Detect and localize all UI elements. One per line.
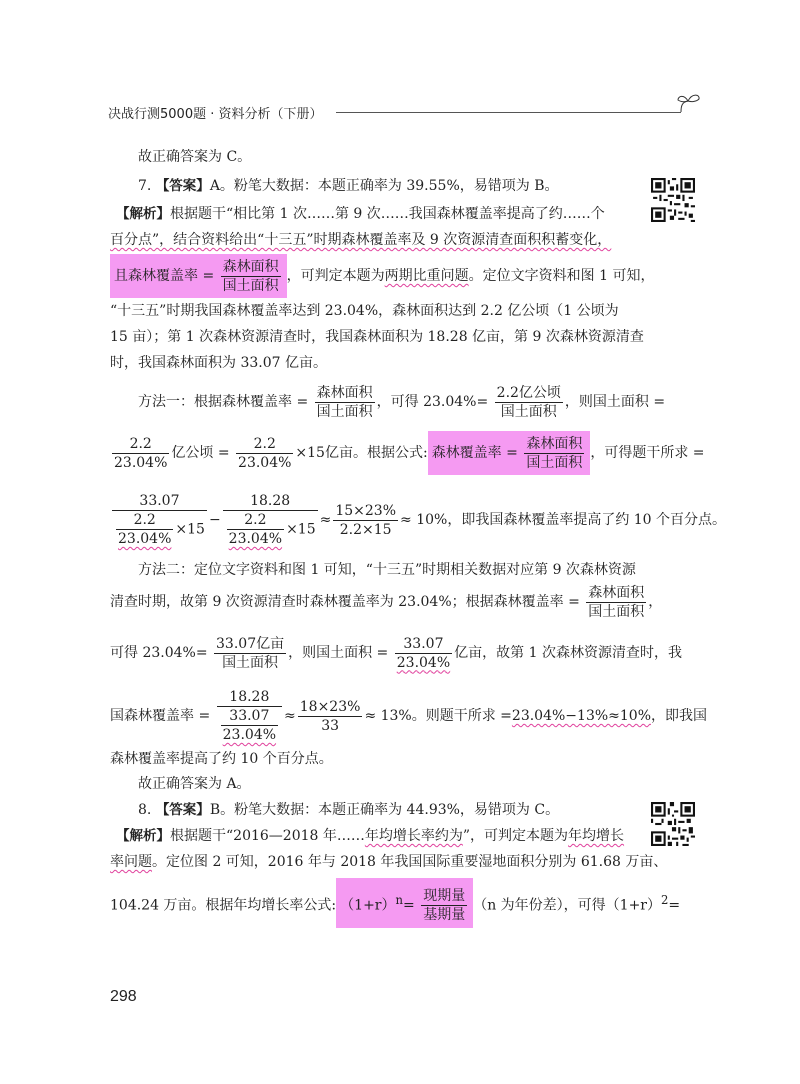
fraction [116,511,173,548]
answer-tag: 【答案】 [155,178,210,194]
numerator: 2.2 [112,435,169,454]
fraction [112,435,169,472]
method2-line [110,633,682,673]
text: ×15亿亩。根据公式: [295,445,428,461]
text: 清查时期，故第 9 次资源清查时森林覆盖率为 23.04%；根据森林覆盖率 = [110,594,585,610]
text: ”，可判定本题为 [462,828,569,844]
text: = [403,897,420,914]
text: ，则国土面积 = [564,394,666,410]
explanation-tag: 【解析】 [116,206,170,222]
formula-label: 且森林覆盖率 = [114,268,219,284]
fraction [586,584,646,621]
method1-calc-line [110,492,726,548]
text: ，可得题干所求 = [590,445,705,461]
text-line: 故正确答案为 A。 [138,776,251,792]
denominator: 2.2×15 [339,521,392,538]
denominator: 23.04% [228,531,283,547]
exponent: n [395,893,404,907]
numerator: 33.07亿亩 [216,635,285,652]
highlight-formula [336,878,473,928]
fraction [298,698,363,735]
numerator: 18×23% [299,698,361,715]
text: − [208,512,221,528]
denominator: 基期量 [423,907,466,924]
fraction [524,435,584,472]
numerator: 2.2亿公顷 [496,384,561,401]
text: ，即我国 [651,708,707,724]
denominator: 国土面积 [526,454,583,471]
text: 根据题干“2016—2018 年…… [170,828,365,844]
numerator: 33.07 [395,635,452,654]
qr-code-icon[interactable] [651,802,695,846]
explanation-tag: 【解析】 [116,828,170,844]
denominator: 国土面积 [588,603,645,620]
text: ，可判定本题为 [286,268,385,284]
text-line [110,852,667,872]
text-line: “十三五”时期我国森林覆盖率达到 23.04%，森林面积达到 2.2 亿公顷（1 公顷为 [110,303,619,319]
numerator: 33.07 [112,492,207,511]
problem-type: 两期比重问题 [384,268,469,284]
denominator: 国土面积 [222,654,279,671]
explanation-text: 根据题干“相比第 1 次……第 9 次……我国森林覆盖率提高了约……个 [170,206,605,222]
denominator [223,511,318,548]
text: ×15 [286,521,316,538]
qr-code-icon[interactable] [651,178,695,222]
answer-text: B。粉笔大数据：本题正确率为 44.93%，易错项为 C。 [209,802,560,818]
method1-line [138,382,665,422]
method1-line [110,431,705,475]
q8-explanation-line [116,826,624,846]
question-number: 8. [138,802,156,818]
denominator [112,511,207,548]
method2-calc-line [110,688,707,744]
compound-fraction [223,492,318,548]
text: 亿亩，故第 1 次森林资源清查时，我 [454,645,682,661]
problem-type: 率问题 [110,854,152,870]
text-line: 森林覆盖率提高了约 10 个百分点。 [110,751,333,767]
fraction [214,635,286,672]
numerator: 森林面积 [222,258,279,275]
text-line [110,230,611,250]
denominator: 23.04% [222,727,277,743]
text: ×15 [175,521,205,538]
text: （n 为年份差），可得（1+r） [473,897,661,914]
compound-fraction [112,492,207,548]
text: （1+r） [340,897,396,914]
numerator: 18.28 [217,688,282,707]
text: = [668,897,681,914]
text: 可得 23.04%= [110,645,213,661]
formula-label: 森林覆盖率 = [431,445,523,461]
text: 国森林覆盖率 = [110,708,215,724]
fraction [395,635,452,672]
numerator: 2.2 [116,511,173,530]
text: 亿公顷 = [171,445,235,461]
numerator: 33.07 [221,707,278,726]
result: 23.04%−13%≈10% [511,708,651,724]
method2-line: 方法二：定位文字资料和图 1 可知，“十三五”时期相关数据对应第 9 次森林资源 [138,562,636,578]
problem-type: 年均增长 [568,828,625,844]
text-line: 时，我国森林面积为 33.07 亿亩。 [110,355,327,371]
fraction [495,384,563,421]
text: ≈ 13%。则题干所求 = [364,708,512,724]
denominator: 23.04% [114,454,168,471]
denominator: 23.04% [118,531,172,547]
keyword: 年均增长率约为 [364,828,463,844]
numerator: 森林面积 [588,584,645,601]
denominator: 23.04% [396,654,451,671]
numerator: 15×23% [335,502,397,519]
text: ，则国土面积 = [288,645,393,661]
text: ≈ [284,708,296,724]
fraction [421,887,467,924]
numerator: 18.28 [223,492,318,511]
fraction [236,435,293,472]
sprout-icon [676,92,702,114]
highlight-formula [110,254,287,298]
formula-line [110,878,680,928]
fraction [333,502,398,539]
text-line: 百分点”，结合资料给出“十三五”时期森林覆盖率及 9 次资源清查面积积蓄变化， [110,232,612,248]
fraction [227,511,284,548]
text: ≈ 10%，即我国森林覆盖率提高了约 10 个百分点。 [400,512,727,528]
formula-line [110,254,654,298]
text: 104.24 万亩。根据年均增长率公式: [110,897,337,914]
numerator: 森林面积 [526,435,583,452]
text: ≈ [319,512,332,528]
method2-line [110,582,662,622]
denominator: 国土面积 [222,277,279,294]
q7-answer-line [138,176,559,196]
text: 。定位图 2 可知，2016 年与 2018 年我国国际重要湿地面积分别为 61.68 万亩、 [152,854,668,870]
denominator [217,707,282,744]
page-number: 298 [110,988,137,1005]
numerator: 森林面积 [316,384,373,401]
numerator: 现期量 [423,888,466,905]
text: ，可得 23.04%= [376,394,493,410]
highlight-formula [428,431,591,475]
denominator: 33 [321,717,340,734]
denominator: 国土面积 [316,403,373,420]
q7-explanation-line [116,204,605,224]
denominator: 23.04% [238,454,292,471]
q8-answer-line [138,800,559,820]
numerator: 2.2 [236,435,293,454]
exponent: 2 [661,893,669,907]
answer-text: A。粉笔大数据：本题正确率为 39.55%，易错项为 B。 [209,178,559,194]
fraction [221,258,281,295]
fraction [315,384,375,421]
running-header-title: 决战行测5000题 · 资料分析（下册） [108,107,323,122]
text: 方法一：根据森林覆盖率 = [138,394,313,410]
text-line: 15 亩）；第 1 次森林资源清查时，我国森林面积为 18.28 亿亩，第 9 次森林资源清查 [110,329,644,345]
numerator: 2.2 [227,511,284,530]
answer-tag: 【答案】 [155,802,210,818]
denominator: 国土面积 [500,403,557,420]
compound-fraction [217,688,282,744]
text-line: 故正确答案为 C。 [138,149,252,165]
header-rule [336,112,681,113]
text: ， [648,594,663,610]
question-number: 7. [138,178,156,194]
text: 。定位文字资料和图 1 可知， [468,268,655,284]
fraction [221,707,278,744]
